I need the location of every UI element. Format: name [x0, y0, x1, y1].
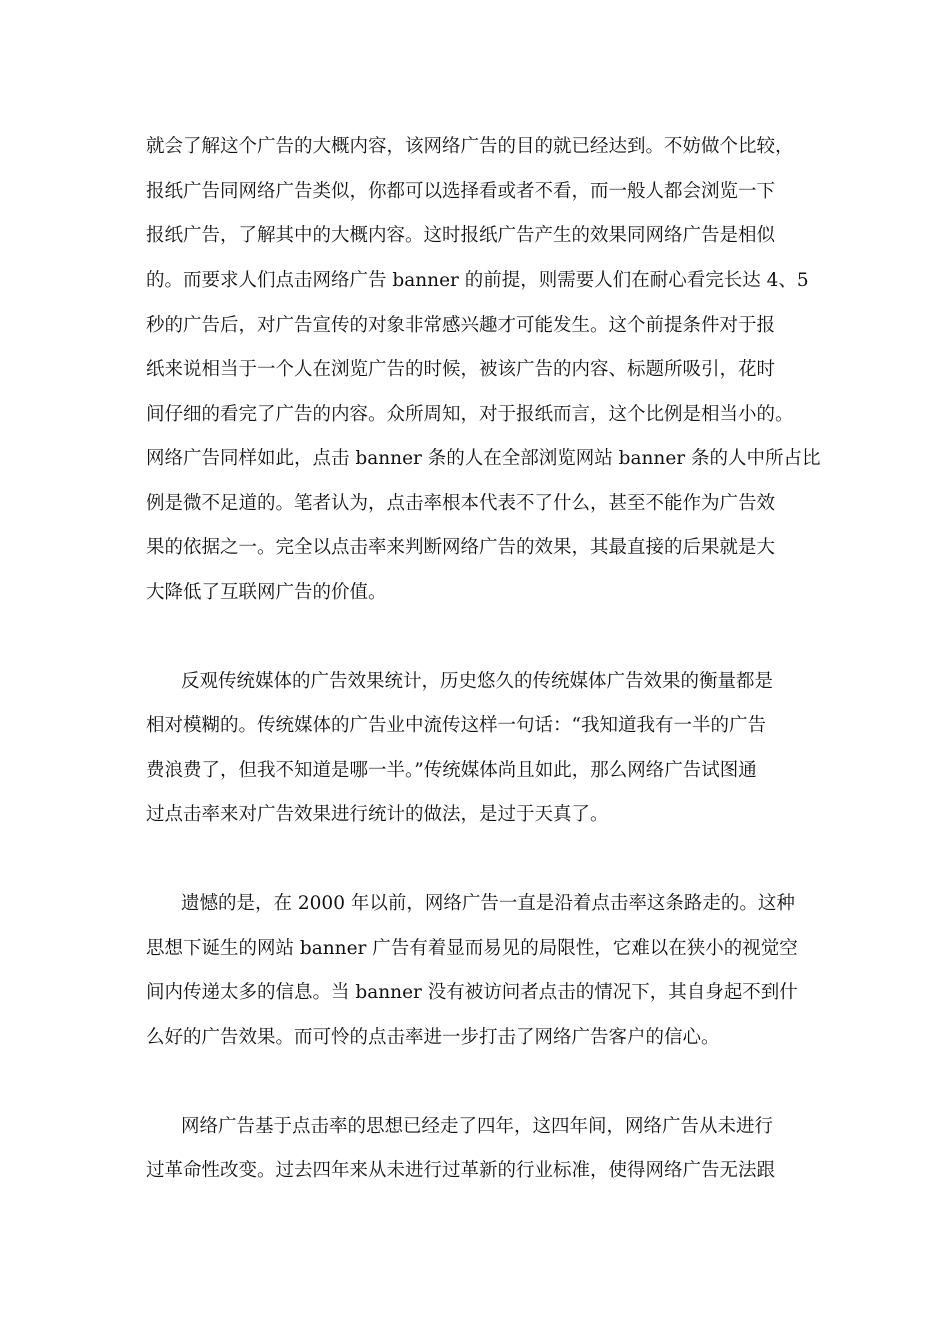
paragraph-4-line-1: 网络广告基于点击率的思想已经走了四年，这四年间，网络广告从未进行	[181, 1116, 774, 1137]
paragraph-1-line-2: 报纸广告同网络广告类似，你都可以选择看或者不看，而一般人都会浏览一下	[146, 181, 776, 202]
paragraph-1-line-9: 例是微不足道的。笔者认为，点击率根本代表不了什么，甚至不能作为广告效	[146, 493, 776, 514]
paragraph-2-line-4: 过点击率来对广告效果进行统计的做法，是过于天真了。	[146, 804, 609, 825]
paragraph-2-line-3: 费浪费了，但我不知道是哪一半。”传统媒体尚且如此，那么网络广告试图通	[146, 760, 757, 781]
paragraph-1-line-6: 纸来说相当于一个人在浏览广告的时候，被该广告的内容、标题所吸引，花时	[146, 359, 776, 380]
paragraph-3-line-2: 思想下诞生的网站 banner 广告有着显而易见的局限性，它难以在狭小的视觉空	[146, 938, 798, 959]
paragraph-3-line-1: 遗憾的是，在 2000 年以前，网络广告一直是沿着点击率这条路走的。这种	[181, 893, 795, 914]
paragraph-1-line-10: 果的依据之一。完全以点击率来判断网络广告的效果，其最直接的后果就是大	[146, 537, 776, 558]
paragraph-1-line-1: 就会了解这个广告的大概内容，该网络广告的目的就已经达到。不妨做个比较，	[146, 136, 794, 157]
paragraph-1-line-7: 间仔细的看完了广告的内容。众所周知，对于报纸而言，这个比例是相当小的。	[146, 404, 794, 425]
paragraph-3-line-4: 么好的广告效果。而可怜的点击率进一步打击了网络广告客户的信心。	[146, 1027, 720, 1048]
paragraph-1-line-4: 的。而要求人们点击网络广告 banner 的前提，则需要人们在耐心看完长达 4、5	[146, 270, 809, 291]
paragraph-1-line-3: 报纸广告，了解其中的大概内容。这时报纸广告产生的效果同网络广告是相似	[146, 225, 776, 246]
paragraph-2-line-2: 相对模糊的。传统媒体的广告业中流传这样一句话：“我知道我有一半的广告	[146, 715, 766, 736]
paragraph-2-line-1: 反观传统媒体的广告效果统计，历史悠久的传统媒体广告效果的衡量都是	[181, 671, 774, 692]
paragraph-4-line-2: 过革命性改变。过去四年来从未进行过革新的行业标准，使得网络广告无法跟	[146, 1160, 776, 1181]
paragraph-3-line-3: 间内传递太多的信息。当 banner 没有被访问者点击的情况下，其自身起不到什	[146, 982, 798, 1003]
paragraph-1-line-11: 大降低了互联网广告的价值。	[146, 582, 387, 603]
paragraph-1-line-5: 秒的广告后，对广告宣传的对象非常感兴趣才可能发生。这个前提条件对于报	[146, 315, 776, 336]
paragraph-1-line-8: 网络广告同样如此，点击 banner 条的人在全部浏览网站 banner 条的人中所占比	[146, 448, 821, 469]
